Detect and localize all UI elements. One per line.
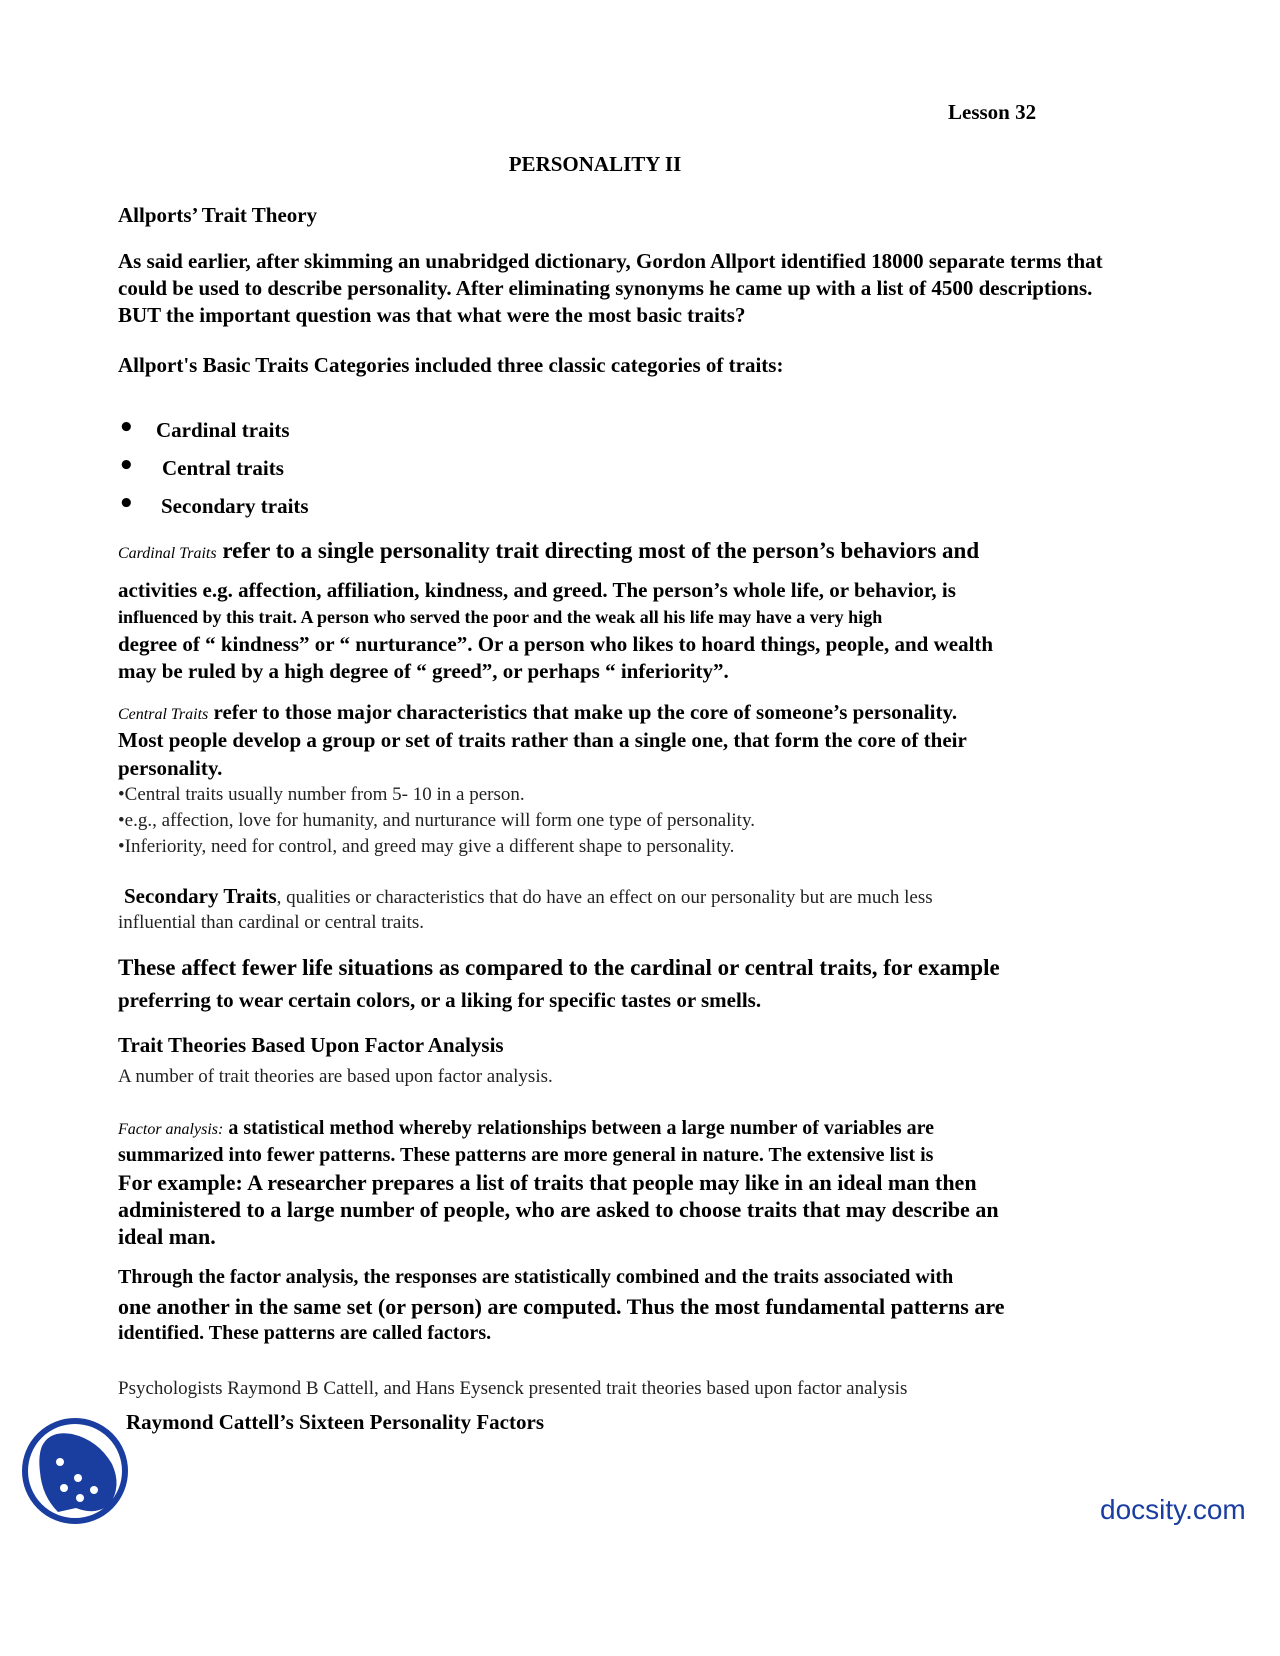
cardinal-line-4: degree of “ kindness” or “ nurturance”. Or a person who likes to hoard things, people, and wealth [118,632,994,656]
section-heading-allport: Allports’ Trait Theory [118,203,318,227]
page-title: PERSONALITY II [508,152,682,176]
lesson-number: Lesson 32 [948,100,1037,124]
bullet-icon: • [118,489,135,519]
cardinal-line-3: influenced by this trait. A person who served the poor and the weak all his life may have a very high [118,607,883,627]
factor-line-3: For example: A researcher prepares a list of traits that people may like in an ideal man then [118,1170,977,1195]
factor-line-4: administered to a large number of people, who are asked to choose traits that may describe an [118,1197,999,1222]
factor-line-8: identified. These patterns are called factors. [118,1322,492,1344]
cattell-heading: Raymond Cattell’s Sixteen Personality Factors [126,1410,544,1434]
secondary-line-1: Secondary Traits, qualities or characteristics that do have an effect on our personality but are much less [124,884,933,908]
list-item-label: Central traits [162,456,284,480]
docsity-logo-graphic [20,1416,130,1526]
intro-paragraph: As said earlier, after skimming an unabridged dictionary, Gordon Allport identified 18000 separate terms that could be used to describe personality. After eliminating synonyms he came up with a list of 4500 descriptions. BUT the important question was that what were the most basic traits? [118,249,1103,327]
factor-line-1: Factor analysis: a statistical method whereby relationships between a large number of variables are [118,1117,935,1139]
docsity-logo-icon[interactable] [20,1416,130,1526]
list-item-label: Secondary traits [161,494,309,518]
cardinal-line-5: may be ruled by a high degree of “ greed”, or perhaps “ inferiority”. [118,659,729,683]
docsity-brand-link[interactable]: docsity.com [1100,1494,1246,1525]
factor-intro: A number of trait theories are based upon factor analysis. [118,1066,553,1087]
bullet-icon: • [118,451,135,481]
categories-intro: Allport's Basic Traits Categories included three classic categories of traits: [118,353,784,377]
bullet-icon: • [118,413,135,443]
secondary-line-2: influential than cardinal or central traits. [118,912,424,933]
cardinal-line-2: activities e.g. affection, affiliation, kindness, and greed. The person’s whole life, or behavior, is [118,578,956,602]
factor-label: Factor analysis: [118,1121,224,1138]
factor-line-2: summarized into fewer patterns. These patterns are more general in nature. The extensive list is [118,1144,934,1166]
central-line-3: personality. [118,756,223,780]
cardinal-label: Cardinal Traits [118,545,217,562]
cardinal-line-1: Cardinal Traits refer to a single personality trait directing most of the person’s behaviors and [118,538,980,563]
factor-line-5: ideal man. [118,1224,216,1249]
secondary-detail-2: preferring to wear certain colors, or a liking for specific tastes or smells. [118,988,762,1012]
list-item [118,413,718,454]
list-item [118,451,718,492]
central-line-2: Most people develop a group or set of traits rather than a single one, that form the core of their [118,728,967,752]
central-point-3: •Inferiority, need for control, and greed may give a different shape to personality. [118,836,735,857]
psychologists-line: Psychologists Raymond B Cattell, and Hans Eysenck presented trait theories based upon factor analysis [118,1378,908,1399]
trait-category-list [118,413,718,530]
factor-line-7: one another in the same set (or person) are computed. Thus the most fundamental patterns are [118,1294,1005,1319]
section-heading-factor: Trait Theories Based Upon Factor Analysis [118,1033,504,1057]
list-item [118,489,718,530]
central-label: Central Traits [118,706,209,723]
central-point-2: •e.g., affection, love for humanity, and nurturance will form one type of personality. [118,810,755,831]
list-item-label: Cardinal traits [156,418,290,442]
secondary-label: Secondary Traits [124,884,277,908]
central-point-1: •Central traits usually number from 5- 10 in a person. [118,784,525,805]
factor-line-6: Through the factor analysis, the responses are statistically combined and the traits associated with [118,1266,954,1288]
central-line-1: Central Traits refer to those major characteristics that make up the core of someone’s personality. [118,700,958,724]
secondary-detail-1: These affect fewer life situations as compared to the cardinal or central traits, for example [118,955,1000,980]
